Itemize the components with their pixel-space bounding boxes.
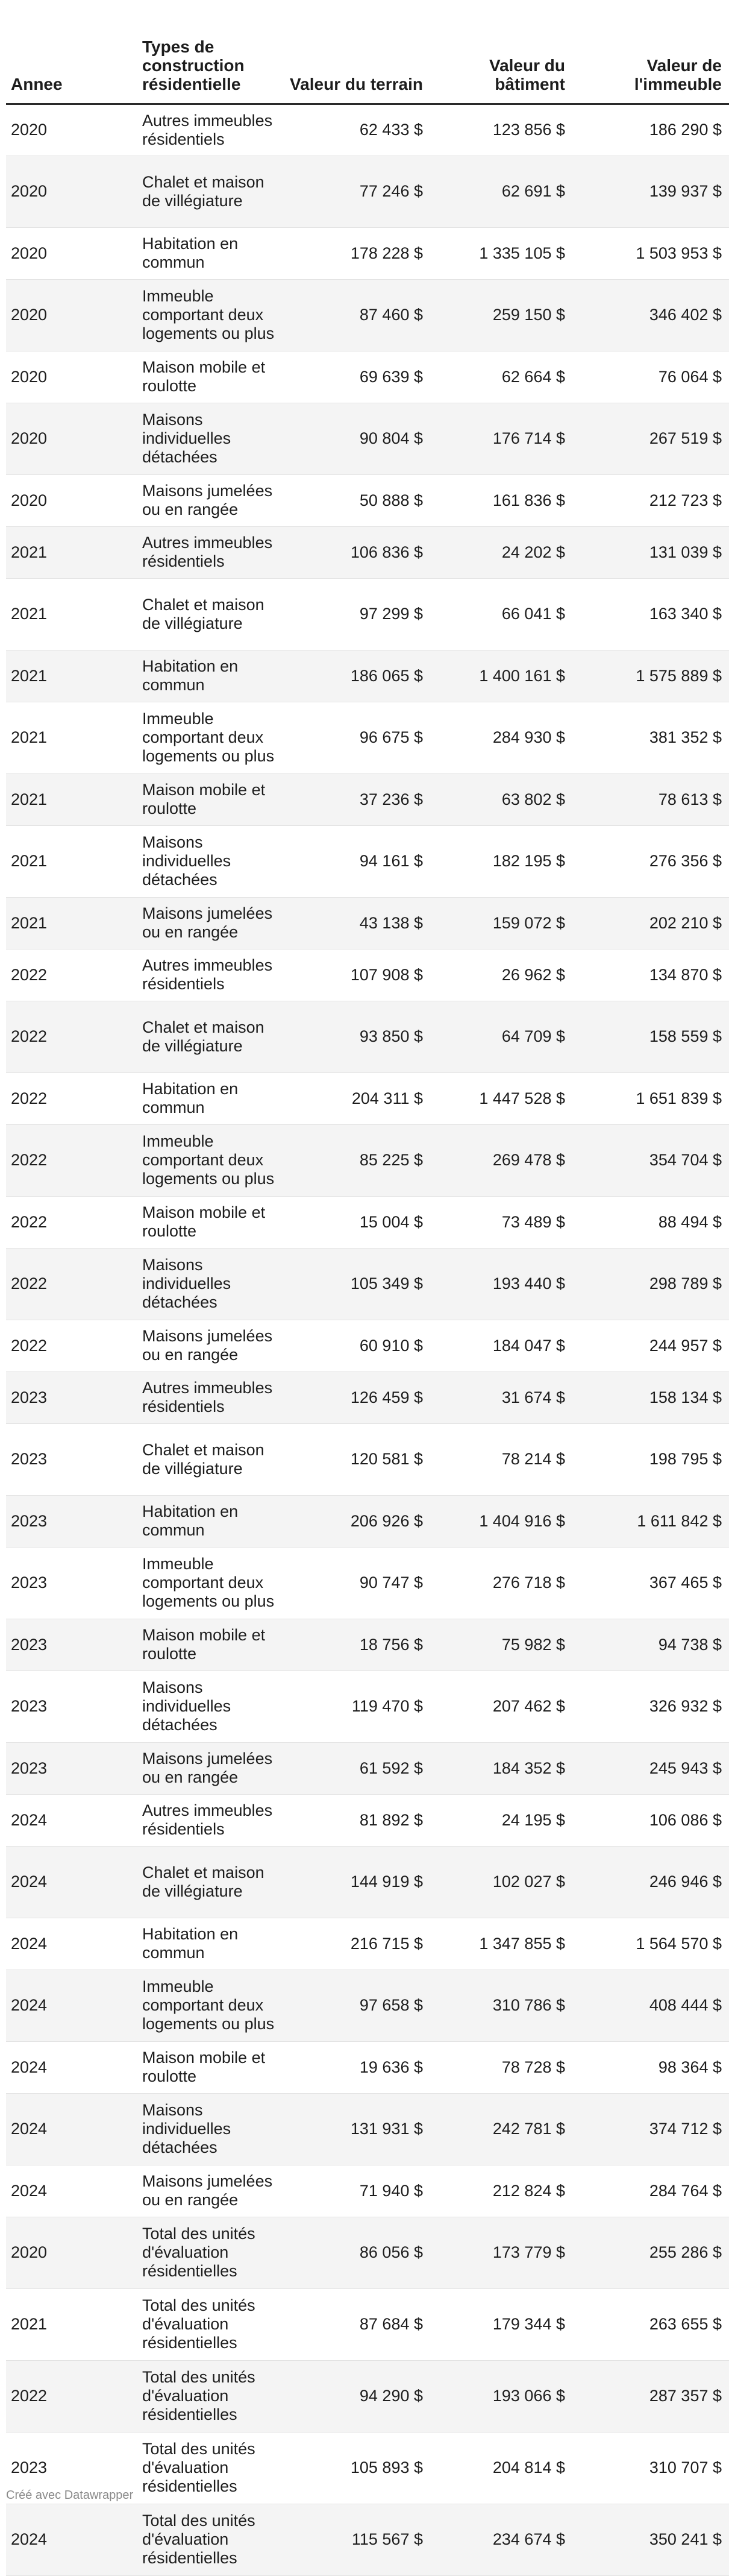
cell-terrain: 97 658 $	[282, 1970, 430, 2041]
cell-batiment: 1 404 916 $	[430, 1495, 572, 1547]
cell-terrain: 43 138 $	[282, 897, 430, 949]
cell-annee: 2023	[6, 1742, 137, 1794]
cell-annee: 2023	[6, 1495, 137, 1547]
table-row	[6, 1124, 729, 1196]
cell-type: Habitation en commun	[137, 1072, 282, 1124]
cell-type: Chalet et maison de villégiature	[137, 156, 282, 227]
cell-batiment: 64 709 $	[430, 1001, 572, 1072]
cell-terrain: 94 290 $	[282, 2360, 430, 2432]
table-row	[6, 1001, 729, 1072]
table-row	[6, 1072, 729, 1124]
cell-terrain: 106 836 $	[282, 526, 430, 578]
cell-type: Chalet et maison de villégiature	[137, 1846, 282, 1918]
cell-type: Chalet et maison de villégiature	[137, 1001, 282, 1072]
cell-batiment: 62 691 $	[430, 156, 572, 227]
cell-annee: 2022	[6, 1196, 137, 1248]
cell-immeuble: 76 064 $	[572, 351, 729, 403]
cell-type: Habitation en commun	[137, 1918, 282, 1970]
table-header	[6, 0, 729, 104]
table-row	[6, 156, 729, 227]
cell-batiment: 159 072 $	[430, 897, 572, 949]
cell-terrain: 216 715 $	[282, 1918, 430, 1970]
cell-type: Total des unités d'évaluation résidentielles	[137, 2360, 282, 2432]
cell-annee: 2021	[6, 2288, 137, 2360]
cell-immeuble: 381 352 $	[572, 702, 729, 773]
cell-immeuble: 131 039 $	[572, 526, 729, 578]
cell-batiment: 173 779 $	[430, 2217, 572, 2288]
cell-annee: 2023	[6, 1619, 137, 1671]
cell-terrain: 94 161 $	[282, 825, 430, 897]
cell-batiment: 193 066 $	[430, 2360, 572, 2432]
cell-terrain: 144 919 $	[282, 1846, 430, 1918]
cell-type: Habitation en commun	[137, 227, 282, 279]
cell-batiment: 259 150 $	[430, 279, 572, 351]
cell-type: Maisons jumelées ou en rangée	[137, 474, 282, 526]
cell-batiment: 276 718 $	[430, 1547, 572, 1619]
cell-annee: 2022	[6, 1320, 137, 1371]
cell-annee: 2022	[6, 1248, 137, 1320]
cell-type: Total des unités d'évaluation résidentielles	[137, 2288, 282, 2360]
cell-terrain: 90 747 $	[282, 1547, 430, 1619]
table-row	[6, 526, 729, 578]
cell-batiment: 269 478 $	[430, 1124, 572, 1196]
cell-annee: 2024	[6, 1918, 137, 1970]
cell-immeuble: 1 611 842 $	[572, 1495, 729, 1547]
cell-annee: 2022	[6, 1072, 137, 1124]
cell-annee: 2020	[6, 2217, 137, 2288]
cell-terrain: 50 888 $	[282, 474, 430, 526]
cell-immeuble: 1 575 889 $	[572, 650, 729, 702]
cell-terrain: 204 311 $	[282, 1072, 430, 1124]
cell-immeuble: 246 946 $	[572, 1846, 729, 1918]
cell-annee: 2021	[6, 825, 137, 897]
cell-immeuble: 263 655 $	[572, 2288, 729, 2360]
table-row	[6, 1846, 729, 1918]
cell-type: Immeuble comportant deux logements ou plus	[137, 279, 282, 351]
table-row	[6, 773, 729, 825]
cell-terrain: 96 675 $	[282, 702, 430, 773]
cell-batiment: 310 786 $	[430, 1970, 572, 2041]
table-row	[6, 1742, 729, 1794]
cell-batiment: 75 982 $	[430, 1619, 572, 1671]
cell-annee: 2023	[6, 1371, 137, 1423]
cell-batiment: 207 462 $	[430, 1671, 572, 1742]
cell-batiment: 66 041 $	[430, 578, 572, 650]
cell-type: Maison mobile et roulotte	[137, 1196, 282, 1248]
cell-type: Maisons individuelles détachées	[137, 403, 282, 474]
table-container	[6, 0, 735, 2567]
cell-terrain: 105 893 $	[282, 2432, 430, 2504]
cell-annee: 2020	[6, 104, 137, 156]
cell-annee: 2023	[6, 1547, 137, 1619]
cell-terrain: 60 910 $	[282, 1320, 430, 1371]
table-row	[6, 351, 729, 403]
cell-immeuble: 1 503 953 $	[572, 227, 729, 279]
cell-annee: 2020	[6, 279, 137, 351]
cell-type: Chalet et maison de villégiature	[137, 1423, 282, 1495]
cell-type: Maisons jumelées ou en rangée	[137, 2165, 282, 2217]
cell-annee: 2024	[6, 1970, 137, 2041]
cell-immeuble: 158 559 $	[572, 1001, 729, 1072]
cell-immeuble: 134 870 $	[572, 949, 729, 1001]
cell-immeuble: 212 723 $	[572, 474, 729, 526]
cell-type: Habitation en commun	[137, 650, 282, 702]
cell-annee: 2020	[6, 156, 137, 227]
table-row	[6, 2041, 729, 2093]
cell-immeuble: 98 364 $	[572, 2041, 729, 2093]
cell-immeuble: 310 707 $	[572, 2432, 729, 2504]
cell-terrain: 126 459 $	[282, 1371, 430, 1423]
cell-immeuble: 245 943 $	[572, 1742, 729, 1794]
cell-type: Maison mobile et roulotte	[137, 2041, 282, 2093]
cell-terrain: 131 931 $	[282, 2093, 430, 2165]
cell-annee: 2021	[6, 578, 137, 650]
cell-batiment: 242 781 $	[430, 2093, 572, 2165]
cell-terrain: 71 940 $	[282, 2165, 430, 2217]
cell-terrain: 86 056 $	[282, 2217, 430, 2288]
cell-batiment: 1 335 105 $	[430, 227, 572, 279]
cell-type: Maison mobile et roulotte	[137, 1619, 282, 1671]
cell-batiment: 62 664 $	[430, 351, 572, 403]
cell-batiment: 123 856 $	[430, 104, 572, 156]
data-table	[6, 0, 729, 2576]
cell-immeuble: 186 290 $	[572, 104, 729, 156]
table-row	[6, 1547, 729, 1619]
cell-immeuble: 78 613 $	[572, 773, 729, 825]
cell-type: Immeuble comportant deux logements ou plus	[137, 702, 282, 773]
table-row	[6, 578, 729, 650]
cell-batiment: 184 352 $	[430, 1742, 572, 1794]
cell-immeuble: 244 957 $	[572, 1320, 729, 1371]
cell-terrain: 115 567 $	[282, 2504, 430, 2575]
cell-batiment: 284 930 $	[430, 702, 572, 773]
cell-annee: 2024	[6, 2165, 137, 2217]
cell-type: Immeuble comportant deux logements ou plus	[137, 1547, 282, 1619]
cell-type: Maisons individuelles détachées	[137, 825, 282, 897]
cell-type: Chalet et maison de villégiature	[137, 578, 282, 650]
table-row	[6, 1671, 729, 1742]
cell-batiment: 1 400 161 $	[430, 650, 572, 702]
cell-annee: 2024	[6, 1794, 137, 1846]
cell-terrain: 90 804 $	[282, 403, 430, 474]
table-row	[6, 2217, 729, 2288]
footer-credit: Créé avec Datawrapper	[6, 2489, 134, 2502]
cell-terrain: 81 892 $	[282, 1794, 430, 1846]
cell-type: Autres immeubles résidentiels	[137, 949, 282, 1001]
table-row	[6, 227, 729, 279]
cell-immeuble: 88 494 $	[572, 1196, 729, 1248]
table-row	[6, 1248, 729, 1320]
header-terrain[interactable]: Valeur du terrain	[282, 0, 430, 104]
cell-type: Maison mobile et roulotte	[137, 351, 282, 403]
table-row	[6, 2360, 729, 2432]
cell-batiment: 26 962 $	[430, 949, 572, 1001]
cell-terrain: 77 246 $	[282, 156, 430, 227]
cell-immeuble: 106 086 $	[572, 1794, 729, 1846]
table-row	[6, 2093, 729, 2165]
cell-immeuble: 267 519 $	[572, 403, 729, 474]
cell-terrain: 105 349 $	[282, 1248, 430, 1320]
cell-immeuble: 158 134 $	[572, 1371, 729, 1423]
table-row	[6, 702, 729, 773]
cell-terrain: 18 756 $	[282, 1619, 430, 1671]
table-row	[6, 650, 729, 702]
cell-annee: 2022	[6, 2360, 137, 2432]
cell-batiment: 182 195 $	[430, 825, 572, 897]
cell-batiment: 204 814 $	[430, 2432, 572, 2504]
cell-terrain: 206 926 $	[282, 1495, 430, 1547]
cell-type: Maisons individuelles détachées	[137, 2093, 282, 2165]
table-row	[6, 897, 729, 949]
cell-immeuble: 354 704 $	[572, 1124, 729, 1196]
cell-immeuble: 198 795 $	[572, 1423, 729, 1495]
table-body	[6, 104, 729, 2575]
cell-type: Total des unités d'évaluation résidentielles	[137, 2432, 282, 2504]
cell-annee: 2024	[6, 2041, 137, 2093]
cell-terrain: 37 236 $	[282, 773, 430, 825]
cell-type: Maisons jumelées ou en rangée	[137, 1742, 282, 1794]
cell-terrain: 87 460 $	[282, 279, 430, 351]
table-row	[6, 104, 729, 156]
cell-batiment: 176 714 $	[430, 403, 572, 474]
cell-terrain: 186 065 $	[282, 650, 430, 702]
table-row	[6, 1423, 729, 1495]
cell-annee: 2020	[6, 474, 137, 526]
cell-immeuble: 276 356 $	[572, 825, 729, 897]
cell-terrain: 15 004 $	[282, 1196, 430, 1248]
cell-terrain: 62 433 $	[282, 104, 430, 156]
header-type[interactable]: Types de construction résidentielle	[137, 0, 282, 104]
cell-batiment: 234 674 $	[430, 2504, 572, 2575]
cell-terrain: 97 299 $	[282, 578, 430, 650]
cell-batiment: 102 027 $	[430, 1846, 572, 1918]
header-batiment[interactable]: Valeur du bâtiment	[430, 0, 572, 104]
cell-annee: 2021	[6, 773, 137, 825]
header-annee[interactable]: Annee	[6, 0, 137, 104]
table-row	[6, 1918, 729, 1970]
cell-immeuble: 287 357 $	[572, 2360, 729, 2432]
cell-type: Immeuble comportant deux logements ou plus	[137, 1124, 282, 1196]
cell-annee: 2021	[6, 526, 137, 578]
cell-terrain: 85 225 $	[282, 1124, 430, 1196]
cell-type: Autres immeubles résidentiels	[137, 104, 282, 156]
cell-immeuble: 1 564 570 $	[572, 1918, 729, 1970]
cell-annee: 2022	[6, 1124, 137, 1196]
cell-annee: 2020	[6, 227, 137, 279]
cell-batiment: 78 214 $	[430, 1423, 572, 1495]
cell-type: Autres immeubles résidentiels	[137, 1371, 282, 1423]
cell-batiment: 24 195 $	[430, 1794, 572, 1846]
cell-terrain: 87 684 $	[282, 2288, 430, 2360]
cell-immeuble: 284 764 $	[572, 2165, 729, 2217]
header-immeuble[interactable]: Valeur de l'immeuble	[572, 0, 729, 104]
cell-terrain: 178 228 $	[282, 227, 430, 279]
cell-batiment: 73 489 $	[430, 1196, 572, 1248]
table-row	[6, 1320, 729, 1371]
table-row	[6, 1495, 729, 1547]
cell-batiment: 63 802 $	[430, 773, 572, 825]
cell-terrain: 61 592 $	[282, 1742, 430, 1794]
table-row	[6, 2504, 729, 2575]
cell-terrain: 69 639 $	[282, 351, 430, 403]
cell-terrain: 107 908 $	[282, 949, 430, 1001]
table-row	[6, 1970, 729, 2041]
cell-annee: 2024	[6, 2504, 137, 2575]
table-row	[6, 1619, 729, 1671]
cell-batiment: 78 728 $	[430, 2041, 572, 2093]
table-row	[6, 1196, 729, 1248]
cell-type: Total des unités d'évaluation résidentielles	[137, 2504, 282, 2575]
cell-type: Immeuble comportant deux logements ou plus	[137, 1970, 282, 2041]
table-row	[6, 825, 729, 897]
cell-immeuble: 139 937 $	[572, 156, 729, 227]
cell-type: Autres immeubles résidentiels	[137, 1794, 282, 1846]
cell-type: Habitation en commun	[137, 1495, 282, 1547]
cell-immeuble: 346 402 $	[572, 279, 729, 351]
cell-immeuble: 94 738 $	[572, 1619, 729, 1671]
cell-immeuble: 1 651 839 $	[572, 1072, 729, 1124]
table-row	[6, 949, 729, 1001]
header-row	[6, 0, 729, 104]
cell-immeuble: 374 712 $	[572, 2093, 729, 2165]
table-row	[6, 403, 729, 474]
cell-annee: 2024	[6, 2093, 137, 2165]
cell-batiment: 193 440 $	[430, 1248, 572, 1320]
cell-annee: 2023	[6, 1423, 137, 1495]
cell-type: Total des unités d'évaluation résidentielles	[137, 2217, 282, 2288]
cell-terrain: 19 636 $	[282, 2041, 430, 2093]
cell-batiment: 1 447 528 $	[430, 1072, 572, 1124]
cell-annee: 2022	[6, 949, 137, 1001]
cell-batiment: 212 824 $	[430, 2165, 572, 2217]
cell-batiment: 179 344 $	[430, 2288, 572, 2360]
table-row	[6, 474, 729, 526]
cell-immeuble: 326 932 $	[572, 1671, 729, 1742]
cell-annee: 2021	[6, 897, 137, 949]
cell-annee: 2024	[6, 1846, 137, 1918]
table-row	[6, 2288, 729, 2360]
cell-annee: 2021	[6, 650, 137, 702]
cell-annee: 2020	[6, 403, 137, 474]
cell-immeuble: 367 465 $	[572, 1547, 729, 1619]
cell-type: Maison mobile et roulotte	[137, 773, 282, 825]
cell-immeuble: 350 241 $	[572, 2504, 729, 2575]
cell-terrain: 93 850 $	[282, 1001, 430, 1072]
cell-type: Maisons jumelées ou en rangée	[137, 897, 282, 949]
cell-batiment: 184 047 $	[430, 1320, 572, 1371]
cell-batiment: 31 674 $	[430, 1371, 572, 1423]
cell-annee: 2021	[6, 702, 137, 773]
cell-batiment: 161 836 $	[430, 474, 572, 526]
table-row	[6, 2165, 729, 2217]
cell-annee: 2020	[6, 351, 137, 403]
table-row	[6, 1794, 729, 1846]
cell-type: Maisons individuelles détachées	[137, 1248, 282, 1320]
table-row	[6, 1371, 729, 1423]
cell-terrain: 120 581 $	[282, 1423, 430, 1495]
table-row	[6, 279, 729, 351]
cell-annee: 2023	[6, 1671, 137, 1742]
cell-batiment: 24 202 $	[430, 526, 572, 578]
cell-type: Maisons jumelées ou en rangée	[137, 1320, 282, 1371]
cell-annee: 2022	[6, 1001, 137, 1072]
cell-immeuble: 202 210 $	[572, 897, 729, 949]
cell-immeuble: 298 789 $	[572, 1248, 729, 1320]
cell-immeuble: 255 286 $	[572, 2217, 729, 2288]
cell-type: Autres immeubles résidentiels	[137, 526, 282, 578]
cell-batiment: 1 347 855 $	[430, 1918, 572, 1970]
cell-annee: 2023	[6, 2432, 137, 2504]
cell-type: Maisons individuelles détachées	[137, 1671, 282, 1742]
cell-terrain: 119 470 $	[282, 1671, 430, 1742]
cell-immeuble: 408 444 $	[572, 1970, 729, 2041]
cell-immeuble: 163 340 $	[572, 578, 729, 650]
